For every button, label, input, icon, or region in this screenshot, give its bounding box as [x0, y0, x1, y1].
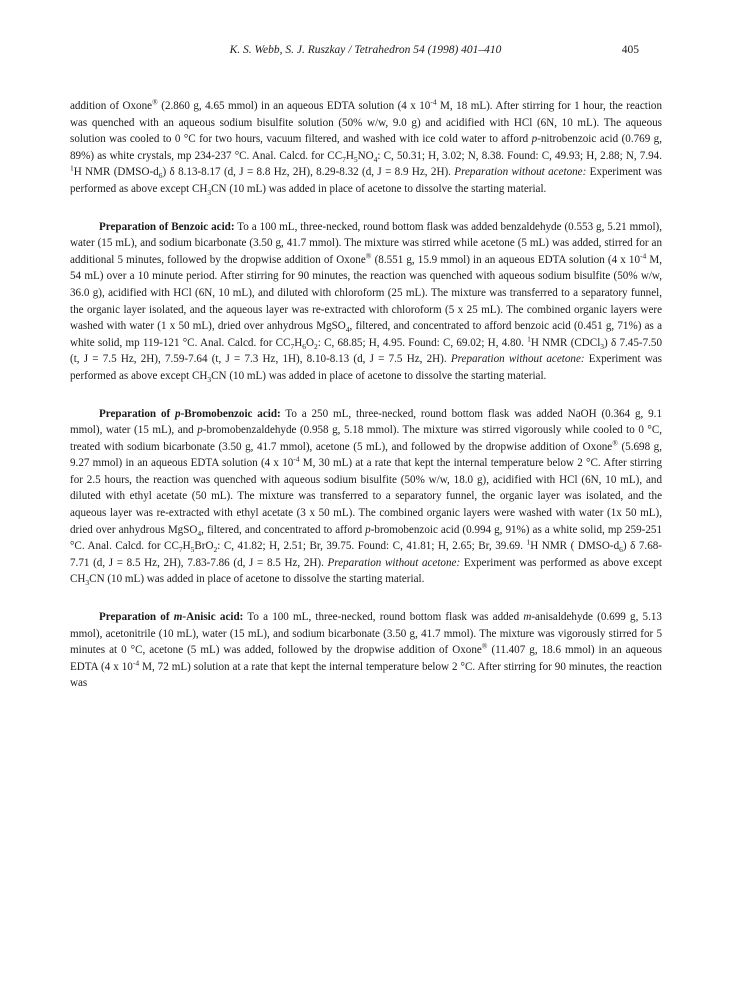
running-head: K. S. Webb, S. J. Ruszkay / Tetrahedron 54 (1998) 401–410 [229, 44, 502, 56]
paragraph-p-bromobenzoic-acid: Preparation of p-Bromobenzoic acid: To a 250 mL, three-necked, round bottom flask was added NaOH (0.364 g, 9.1 mmol), water (15 mL), and p-bromobenzaldehyde (0.958 g, 5.18 mmol). The mixture was stirred vigorously while cooled to 0 °C, treated with sodium bicarbonate (3.50 g, 41.7 mmol), acetone (5 mL), and followed by the dropwise addition of Oxone® (5.698 g, 9.27 mmol) in an aqueous EDTA solution (4 x $10^{-4}$ M, 30 mL) at a rate that kept the internal temperature below 2 °C. After stirring for 2.5 hours, the reaction was quenched with aqueous sodium bisulfite (50% w/w, 18.0 g), acidified with HCl (6N, 10 mL), and diluted with ethyl acetate (50 mL). The mixture was transferred to a separatory funnel, the organic layer was isolated, and the aqueous layer was re-extracted with ethyl acetate (3 x 50 mL). The combined organic layers were washed with water (1x 50 mL), dried over anhydrous MgSO$_4$, filtered, and concentrated to afford p-bromobenzoic acid (0.994 g, 91%) as a white solid, mp 259-251 °C. Anal. Calcd. for $CC_7H_5BrO_2$: C, 41.82; H, 2.51; Br, 39.75. Found: C, 41.81; H, 2.65; Br, 39.69. $^1$H NMR ( DMSO-$d_6$) δ 7.68-7.71 (d, J = 8.5 Hz, 2H), 7.83-7.86 (d, J = 8.5 Hz, 2H). Preparation without acetone: Experiment was performed as above except $CH_3CN$ (10 mL) was added in place of acetone to dissolve the starting material. [70, 407, 662, 588]
section-heading-p-bromobenzoic-acid: Preparation of p-Bromobenzoic acid: [99, 407, 281, 420]
paragraph-m-anisic-acid: Preparation of m-Anisic acid: To a 100 mL, three-necked, round bottom flask was added m-anisaldehyde (0.699 g, 5.13 mmol), acetonitrile (10 mL), water (15 mL), and sodium bicarbonate (3.50 g, 41.7 mmol). The mixture was vigorously stirred for 5 minutes at 0 °C, acetone (5 mL) was added, followed by the dropwise addition of Oxone® (11.407 g, 18.6 mmol) in an aqueous EDTA (4 x $10^{-4}$ M, 72 mL) solution at a rate that kept the internal temperature below 2 °C. After stirring for 90 minutes, the reaction was [70, 611, 662, 690]
paragraph-benzoic-acid: Preparation of Benzoic acid: To a 100 mL, three-necked, round bottom flask was added benzaldehyde (0.553 g, 5.21 mmol), water (15 mL), and sodium bicarbonate (3.50 g, 41.7 mmol). The mixture was stirred while acetone (5 mL) was added, stirred for an additional 5 minutes, followed by the dropwise addition of Oxone® (8.551 g, 15.9 mmol) in an aqueous EDTA solution (4 x $10^{-4}$ M, 54 mL) over a 10 minute period. After stirring for 90 minutes, the reaction was quenched with aqueous sodium bisulfite (50% w/w, 36.0 g), acidified with HCl (6N, 10 mL), and diluted with chloroform (25 mL). The mixture was transferred to a separatory funnel, the organic layer isolated, and the aqueous layer was re-extracted with chloroform (5 x 25 mL). The combined organic layers were washed with water (1 x 50 mL), dried over anhydrous MgSO$_4$, filtered, and concentrated to afford benzoic acid (0.451 g, 71%) as a white solid, mp 119-121 °C. Anal. Calcd. for $CC_7H_6O_2$: C, 68.85; H, 4.95. Found: C, 69.02; H, 4.80. $^1$H NMR (CDCl$_3$) δ 7.45-7.50 (t, J = 7.5 Hz, 2H), 7.59-7.64 (t, J = 7.3 Hz, 1H), 8.10-8.13 (d, J = 7.5 Hz, 2H). Preparation without acetone: Experiment was performed as above except $CH_3CN$ (10 mL) was added in place of acetone to dissolve the starting material. [70, 220, 663, 385]
page-number: 405 [621, 44, 639, 56]
article-body [70, 98, 662, 713]
page-header [0, 44, 731, 62]
paragraph-p-nitrobenzoic-continued: addition of Oxone® (2.860 g, 4.65 mmol) in an aqueous EDTA solution (4 x $10^{-4}$ M, 18 mL). After stirring for 1 hour, the reaction was quenched with an aqueous sodium bisulfite solution (50% w/w, 9.0 g) and acidified with HCl (6N, 10 mL). The aqueous solution was cooled to 0 °C for two hours, vacuum filtered, and washed with ice cold water to afford p-nitrobenzoic acid (0.769 g, 89%) as white crystals, mp 234-237 °C. Anal. Calcd. for $CC_7H_5NO_4$: C, 50.31; H, 3.02; N, 8.38. Found: C, 49.93; H, 2.88; N, 7.94. $^1$H NMR $(DMSO-d_6)$ δ 8.13-8.17 (d, J = 8.8 Hz, 2H), 8.29-8.32 (d, J = 8.9 Hz, 2H). Preparation without acetone: Experiment was performed as above except $CH_3CN$ (10 mL) was added in place of acetone to dissolve the starting material. [70, 97, 662, 198]
section-heading-benzoic-acid: Preparation of Benzoic acid: [99, 220, 235, 233]
section-heading-m-anisic-acid: Preparation of m-Anisic acid: [99, 611, 244, 624]
